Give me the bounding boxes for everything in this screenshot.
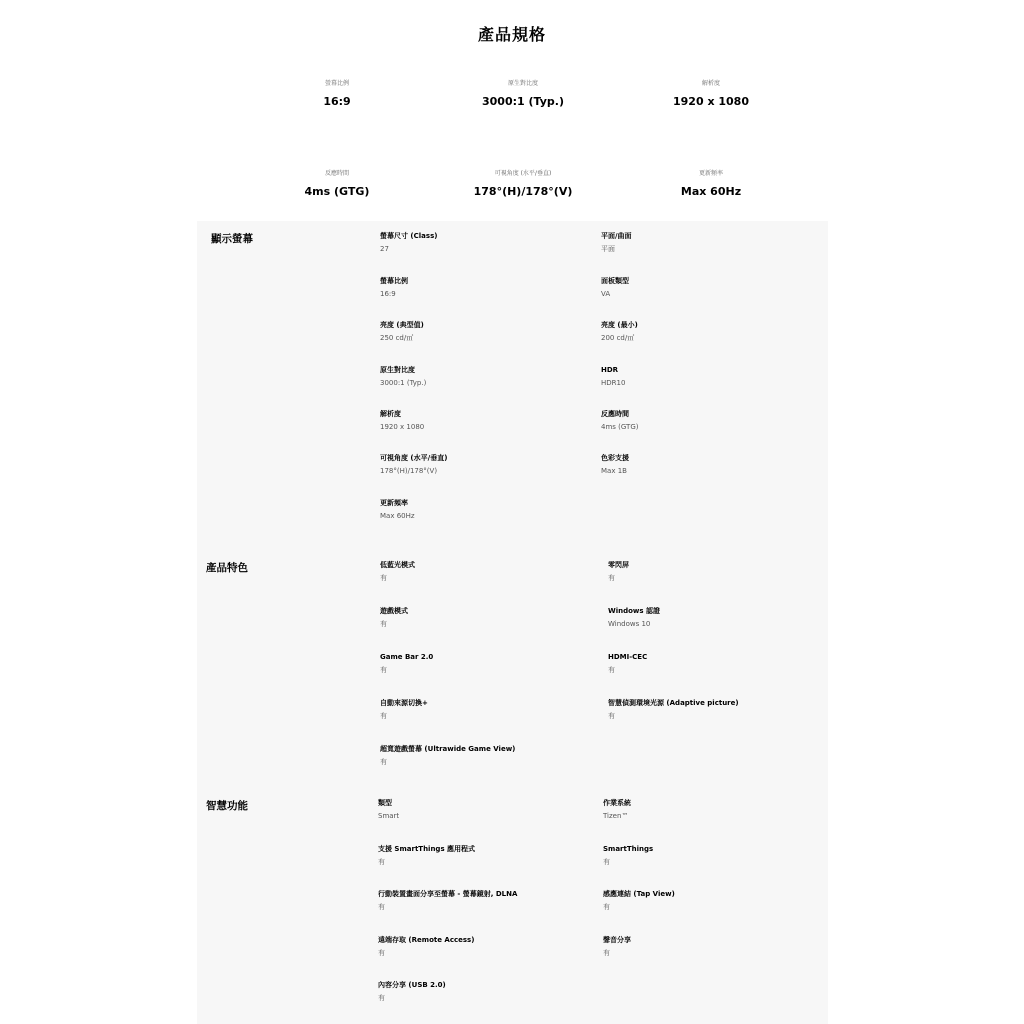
- spec-item: [380, 653, 433, 675]
- spec-item: [380, 454, 447, 476]
- spec-key: 自動來源切換+: [380, 699, 428, 707]
- highlight-resolution: [611, 80, 811, 109]
- spec-item: [380, 607, 408, 629]
- spec-value: 250 cd/㎡: [380, 334, 414, 342]
- highlight-contrast-ratio: [423, 80, 623, 109]
- spec-key: 亮度 (最小): [601, 321, 638, 329]
- spec-item: [601, 232, 632, 254]
- spec-value: 平面: [601, 245, 615, 253]
- highlight-refresh-rate: [611, 170, 811, 199]
- spec-item: [378, 890, 517, 912]
- highlight-value: 16:9: [323, 95, 351, 108]
- spec-key: 內容分享 (USB 2.0): [378, 981, 446, 989]
- spec-value: 有: [380, 758, 387, 766]
- spec-key: 行動裝置畫面分享至螢幕 - 螢幕鏡射, DLNA: [378, 890, 518, 898]
- highlight-value: 1920 x 1080: [673, 95, 749, 108]
- spec-value: Max 60Hz: [380, 512, 415, 520]
- spec-key: 智慧偵測環境光源 (Adaptive picture): [608, 699, 739, 707]
- spec-value: 有: [378, 858, 385, 866]
- highlight-label: 更新頻率: [698, 170, 723, 177]
- spec-value: 有: [608, 712, 615, 720]
- spec-key: 遠端存取 (Remote Access): [378, 936, 475, 944]
- spec-item: [380, 410, 424, 432]
- spec-key: SmartThings: [603, 845, 654, 853]
- spec-item: [380, 321, 424, 343]
- spec-item: [378, 799, 399, 821]
- spec-value: 有: [380, 712, 387, 720]
- spec-value: 4ms (GTG): [601, 423, 639, 431]
- section-title-display: 顯示螢幕: [211, 233, 253, 245]
- spec-item: [378, 981, 446, 1003]
- spec-value: HDR10: [601, 379, 626, 387]
- spec-key: 超寬遊戲螢幕 (Ultrawide Game View): [380, 745, 516, 753]
- highlight-label: 原生對比度: [507, 80, 538, 87]
- spec-item: [380, 232, 437, 254]
- spec-key: 支援 SmartThings 應用程式: [378, 845, 476, 853]
- spec-key: 低藍光模式: [380, 561, 415, 569]
- spec-item: [380, 499, 415, 521]
- spec-value: 有: [603, 858, 610, 866]
- spec-key: 面板類型: [601, 277, 629, 285]
- highlight-value: 4ms (GTG): [304, 185, 370, 198]
- spec-item: [601, 277, 629, 299]
- spec-item: [601, 410, 638, 432]
- spec-value: 1920 x 1080: [380, 423, 425, 431]
- page-title: 產品規格: [477, 25, 546, 44]
- spec-key: 解析度: [380, 410, 401, 418]
- spec-key: 原生對比度: [380, 366, 415, 374]
- spec-item: [601, 321, 638, 343]
- spec-key: HDR: [601, 366, 619, 374]
- spec-value: 178°(H)/178°(V): [380, 467, 438, 475]
- spec-item: [601, 454, 629, 476]
- spec-key: 螢幕尺寸 (Class): [380, 232, 438, 240]
- spec-value: 有: [608, 574, 615, 582]
- spec-value: 有: [378, 903, 385, 911]
- spec-key: 螢幕比例: [380, 277, 408, 285]
- spec-value: Max 1B: [601, 467, 627, 475]
- spec-item: [380, 699, 428, 721]
- spec-item: [608, 561, 629, 583]
- spec-value: 200 cd/㎡: [601, 334, 635, 342]
- spec-value: 有: [378, 994, 385, 1002]
- spec-value: 有: [603, 903, 610, 911]
- spec-item: [603, 845, 653, 867]
- spec-item: [380, 561, 415, 583]
- section-title-smart: 智慧功能: [206, 800, 248, 812]
- spec-key: 平面/曲面: [601, 232, 632, 240]
- spec-value: 有: [380, 574, 387, 582]
- highlight-viewing-angle: [423, 170, 623, 199]
- spec-item: [378, 845, 475, 867]
- spec-key: 零閃屏: [608, 561, 629, 569]
- spec-key: 反應時間: [601, 410, 629, 418]
- spec-key: 更新頻率: [380, 499, 408, 507]
- highlight-value: 3000:1 (Typ.): [482, 95, 564, 108]
- spec-value: Tizen™: [603, 812, 629, 820]
- spec-item: [608, 699, 739, 721]
- highlight-value: 178°(H)/178°(V): [473, 185, 573, 198]
- spec-key: HDMI-CEC: [608, 653, 648, 661]
- spec-key: Windows 認證: [608, 607, 660, 615]
- spec-item: [603, 799, 631, 821]
- spec-value: 有: [380, 666, 387, 674]
- spec-value: Windows 10: [608, 620, 651, 628]
- spec-key: 可視角度 (水平/垂直): [380, 454, 448, 462]
- spec-key: 遊戲模式: [380, 607, 408, 615]
- spec-item: [380, 277, 408, 299]
- highlight-label: 解析度: [701, 80, 720, 87]
- highlight-aspect-ratio: [237, 80, 437, 109]
- spec-value: 27: [380, 245, 389, 253]
- spec-item: [608, 653, 647, 675]
- spec-key: 聲音分享: [603, 936, 631, 944]
- highlight-label: 螢幕比例: [324, 80, 349, 87]
- highlight-label: 反應時間: [324, 170, 349, 177]
- section-title-features: 產品特色: [206, 562, 248, 574]
- spec-value: 有: [608, 666, 615, 674]
- spec-key: 色彩支援: [601, 454, 629, 462]
- spec-value: 有: [380, 620, 387, 628]
- spec-item: [601, 366, 625, 388]
- spec-key: 作業系統: [603, 799, 631, 807]
- highlight-response-time: [237, 170, 437, 199]
- highlight-label: 可視角度 (水平/垂直): [494, 170, 552, 177]
- spec-value: Smart: [378, 812, 400, 820]
- spec-item: [380, 366, 426, 388]
- spec-value: 有: [378, 949, 385, 957]
- spec-value: 有: [603, 949, 610, 957]
- spec-key: 感應連結 (Tap View): [603, 890, 675, 898]
- spec-item: [603, 936, 631, 958]
- spec-value: 16:9: [380, 290, 396, 298]
- spec-key: Game Bar 2.0: [380, 653, 434, 661]
- spec-item: [378, 936, 474, 958]
- highlight-value: Max 60Hz: [680, 185, 742, 198]
- spec-item: [608, 607, 660, 629]
- spec-value: VA: [601, 290, 611, 298]
- spec-item: [380, 745, 515, 767]
- spec-item: [603, 890, 675, 912]
- spec-value: 3000:1 (Typ.): [380, 379, 427, 387]
- spec-key: 亮度 (典型值): [380, 321, 424, 329]
- spec-key: 類型: [378, 799, 392, 807]
